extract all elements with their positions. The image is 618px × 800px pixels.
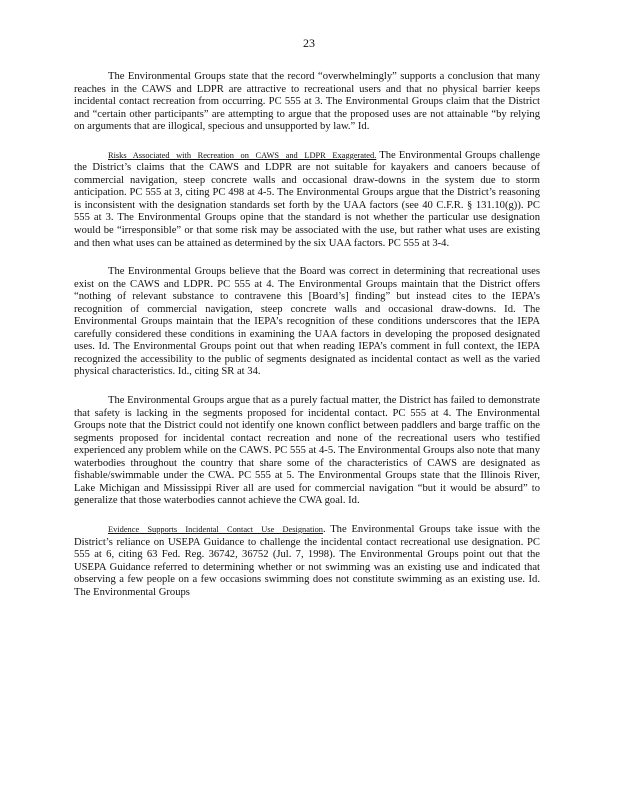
- paragraph-2: [74, 150, 540, 250]
- paragraph-1: [74, 71, 540, 134]
- paragraph-1-text: The Environmental Groups state that the record “overwhelmingly” supports a conclusion that many reaches in the CAWS and LDPR are attractive to recreational users and that no physical barrier keeps incidental contact recreation from occurring. PC 555 at 3. The Environmental Groups claim that the District and “certain other participants” are attempting to argue that the proposed uses are not attainable “by relying on arguments that are illogical, specious and unsupported by law.” Id.: [74, 71, 540, 133]
- paragraph-5: [74, 524, 540, 599]
- page-number: 23: [303, 36, 315, 50]
- paragraph-4-text: The Environmental Groups argue that as a purely factual matter, the District has failed to demonstrate that safety is lacking in the segments proposed for incidental contact. PC 555 at 4. The Environmental Groups note that the District could not identify one known conflict between paddlers and barge traffic on the segments proposed for incidental contact recreation and none of the recreational users who testified experienced any problem while on the CAWS. PC 555 at 4-5. The Environmental Groups also note that many waterbodies throughout the country that share some of the characteristics of CAWS are designated as fishable/swimmable under the CWA. PC 555 at 5. The Environmental Groups state that the Illinois River, Lake Michigan and Mississippi River all are used for commercial navigation “but it would be absurd” to generalize that those waterbodies cannot achieve the CWA goal. Id.: [74, 395, 540, 507]
- paragraph-2-text: The Environmental Groups challenge the District’s claims that the CAWS and LDPR are not suitable for kayakers and canoers because of commercial navigation, steep concrete walls and occasional draw-downs in the system due to storm anticipation. PC 555 at 3, citing PC 498 at 4-5. The Environmental Groups argue that the District’s reasoning is inconsistent with the designation standards set forth by the UAA factors (see 40 C.F.R. § 131.10(g)). PC 555 at 3. The Environmental Groups opine that the standard is not whether the particular use designation would be “irresponsible” or that some risk may be associated with the use, but rather what uses are existing and then what uses can be attained as determined by the six UAA factors. PC 555 at 3-4.: [74, 149, 540, 249]
- paragraph-3-text: The Environmental Groups believe that the Board was correct in determining that recreational uses exist on the CAWS and LDPR. PC 555 at 4. The Environmental Groups maintain that the District offers “nothing of relevant substance to contravene this [Board’s] finding” but instead cites to the IEPA’s recognition of commercial navigation, steep concrete walls and occasional draw-downs. Id. The Environmental Groups maintain that the IEPA’s recognition of these conditions underscores that the IEPA carefully considered these conditions in examining the UAA factors in developing the proposed designated uses. Id. The Environmental Groups point out that when reading IEPA’s comment in full context, the IEPA recognized the accessibility to the public of segments designated as incidental contact as well as the varied physical characteristics. Id., citing SR at 34.: [74, 266, 540, 378]
- section-heading-risks: Risks Associated with Recreation on CAWS and LDPR Exaggerated.: [108, 150, 377, 160]
- paragraph-4: [74, 395, 540, 508]
- document-body: [74, 71, 540, 615]
- section-heading-evidence: Evidence Supports Incidental Contact Use Designation: [108, 524, 323, 534]
- paragraph-5-text: . The Environmental Groups take issue with the District’s reliance on USEPA Guidance to challenge the incidental contact recreational use designation. PC 555 at 6, citing 63 Fed. Reg. 36742, 36752 (Jul. 7, 1998). The Environmental Groups point out that the USEPA Guidance referred to determining whether or not swimming was an existing use and indicated that observing a few people on a few occasions swimming does not constitute swimming as an existing use. Id. The Environmental Groups: [74, 523, 540, 598]
- paragraph-3: [74, 266, 540, 379]
